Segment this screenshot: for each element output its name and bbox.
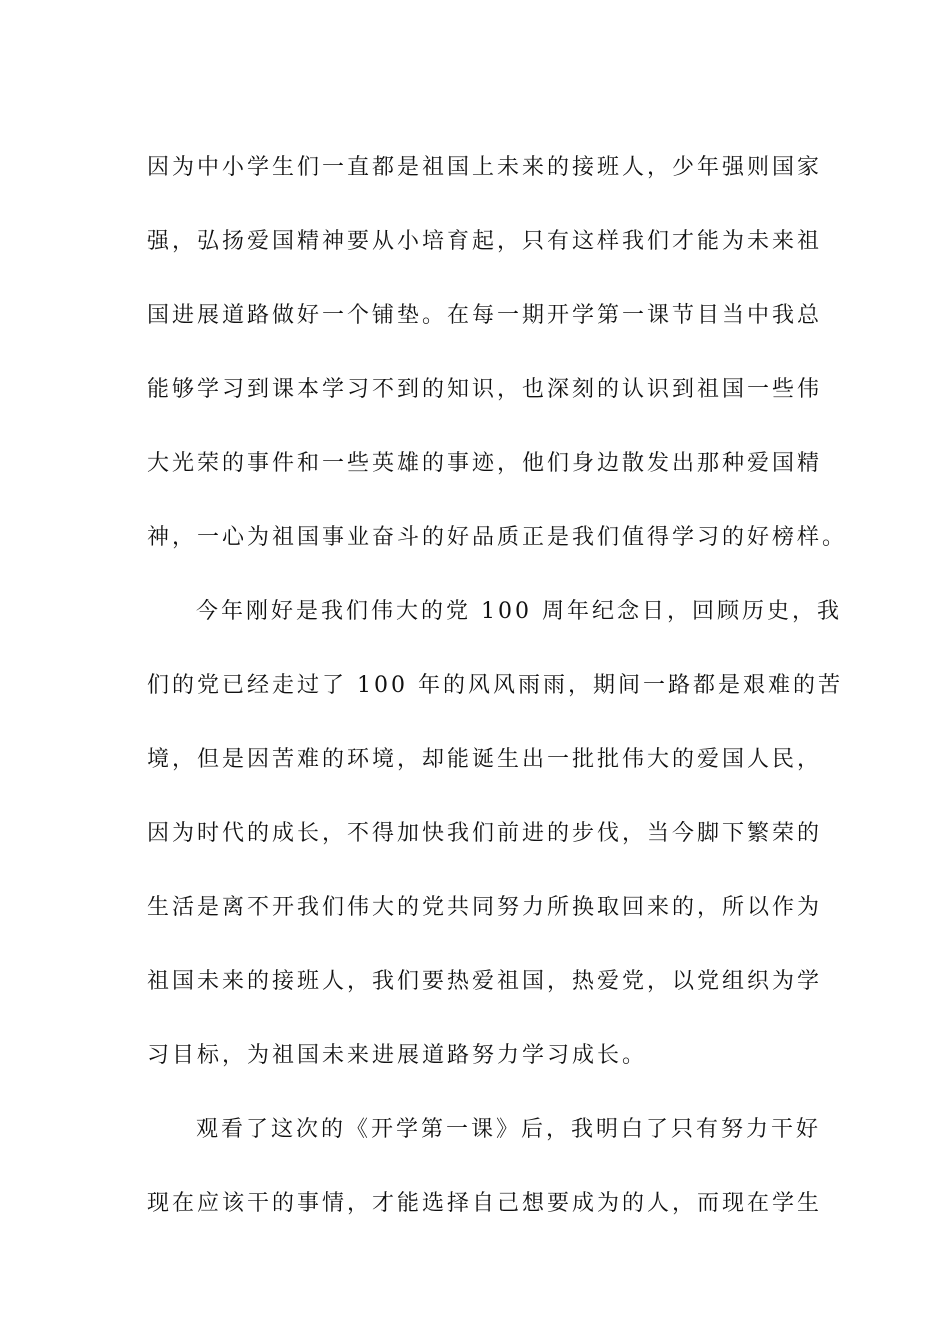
paragraph-start-line: 今年刚好是我们伟大的党 100 周年纪念日，回顾历史，我 — [196, 599, 842, 624]
text-line: 因为时代的成长，不得加快我们前进的步伐，当今脚下繁荣的 — [147, 821, 823, 846]
text-line: 现在应该干的事情，才能选择自己想要成为的人，而现在学生 — [147, 1191, 823, 1216]
text-line: 境，但是因苦难的环境，却能诞生出一批批伟大的爱国人民， — [147, 747, 823, 772]
body-text — [147, 131, 848, 1241]
text-line: 们的党已经走过了 100 年的风风雨雨，期间一路都是艰难的苦 — [147, 673, 843, 698]
text-line: 祖国未来的接班人，我们要热爱祖国，热爱党，以党组织为学 — [147, 969, 823, 994]
text-line: 因为中小学生们一直都是祖国上未来的接班人，少年强则国家 — [147, 155, 823, 180]
text-line: 习目标，为祖国未来进展道路努力学习成长。 — [147, 1043, 648, 1068]
text-line: 强，弘扬爱国精神要从小培育起，只有这样我们才能为未来祖 — [147, 229, 823, 254]
paragraph-start-line: 观看了这次的《开学第一课》后，我明白了只有努力干好 — [196, 1117, 822, 1142]
text-line: 神，一心为祖国事业奋斗的好品质正是我们值得学习的好榜样。 — [147, 525, 848, 550]
text-line: 国进展道路做好一个铺垫。在每一期开学第一课节目当中我总 — [147, 303, 823, 328]
text-line: 大光荣的事件和一些英雄的事迹，他们身边散发出那种爱国精 — [147, 451, 823, 476]
text-line: 生活是离不开我们伟大的党共同努力所换取回来的，所以作为 — [147, 895, 823, 920]
text-line: 能够学习到课本学习不到的知识，也深刻的认识到祖国一些伟 — [147, 377, 823, 402]
